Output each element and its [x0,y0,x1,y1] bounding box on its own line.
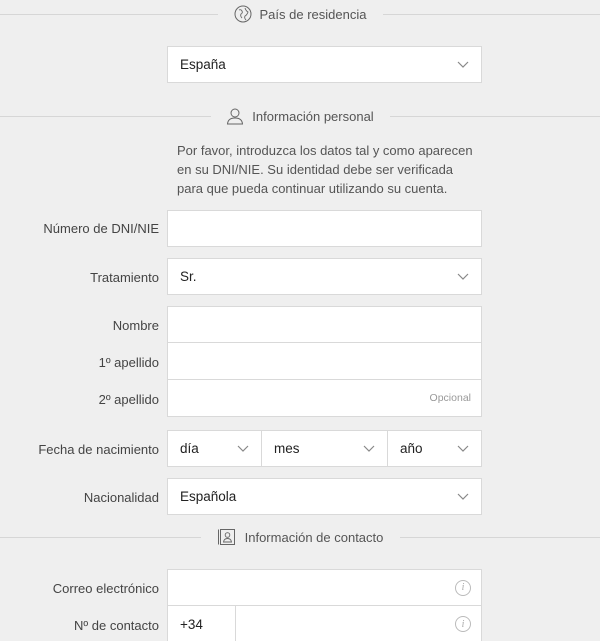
dob-year-select[interactable] [387,430,482,467]
chevron-down-icon [237,445,249,453]
chevron-down-icon [457,493,469,501]
section-header-residence [0,2,600,26]
dni-input[interactable] [167,210,482,247]
section-title-contact: Información de contacto [244,529,384,545]
info-icon[interactable]: i [455,580,471,596]
divider [390,116,600,117]
optional-hint: Opcional [429,392,471,404]
divider [400,537,600,538]
title-label: Tratamiento [90,270,159,285]
dob-month-value: mes [274,441,300,456]
surname1-label: 1º apellido [98,355,159,370]
dob-label: Fecha de nacimiento [38,442,159,457]
chevron-down-icon [457,445,469,453]
surname1-input[interactable] [167,343,482,380]
contact-card-icon [217,528,237,546]
dob-year-value: año [400,441,423,456]
title-select-value: Sr. [180,269,197,284]
info-icon[interactable]: i [455,616,471,632]
phone-input[interactable] [236,606,481,641]
email-label: Correo electrónico [52,581,159,596]
title-select[interactable] [167,258,482,295]
nationality-select[interactable] [167,478,482,515]
country-select-value: España [180,57,226,72]
dni-label: Número de DNI/NIE [43,221,159,236]
chevron-down-icon [457,273,469,281]
chevron-down-icon [457,61,469,69]
divider [0,537,201,538]
nationality-label: Nacionalidad [83,490,159,505]
phone-field [167,606,482,641]
country-select[interactable] [167,46,482,83]
dob-month-select[interactable] [261,430,388,467]
name-label: Nombre [112,318,159,333]
section-header-contact [0,525,600,549]
globe-icon [234,5,252,23]
section-title-personal: Información personal [252,108,374,124]
phone-prefix[interactable] [168,606,236,641]
surname2-input[interactable] [167,380,482,417]
surname2-label: 2º apellido [98,392,159,407]
email-input[interactable] [167,569,482,606]
dob-day-value: día [180,441,199,456]
divider [0,116,211,117]
name-input[interactable] [167,306,482,343]
phone-prefix-value: +34 [180,616,203,632]
nationality-select-value: Española [180,489,237,504]
phone-label: Nº de contacto [74,618,159,633]
chevron-down-icon [363,445,375,453]
section-title-residence: País de residencia [259,6,367,22]
section-header-personal [0,104,600,128]
person-icon [226,107,244,125]
dob-day-select[interactable] [167,430,262,467]
divider [383,14,600,15]
personal-intro-text: Por favor, introduzca los datos tal y como aparecen en su DNI/NIE. Su identidad debe ser verificada para que pueda continuar utilizando su cuenta. [177,143,473,196]
divider [0,14,218,15]
